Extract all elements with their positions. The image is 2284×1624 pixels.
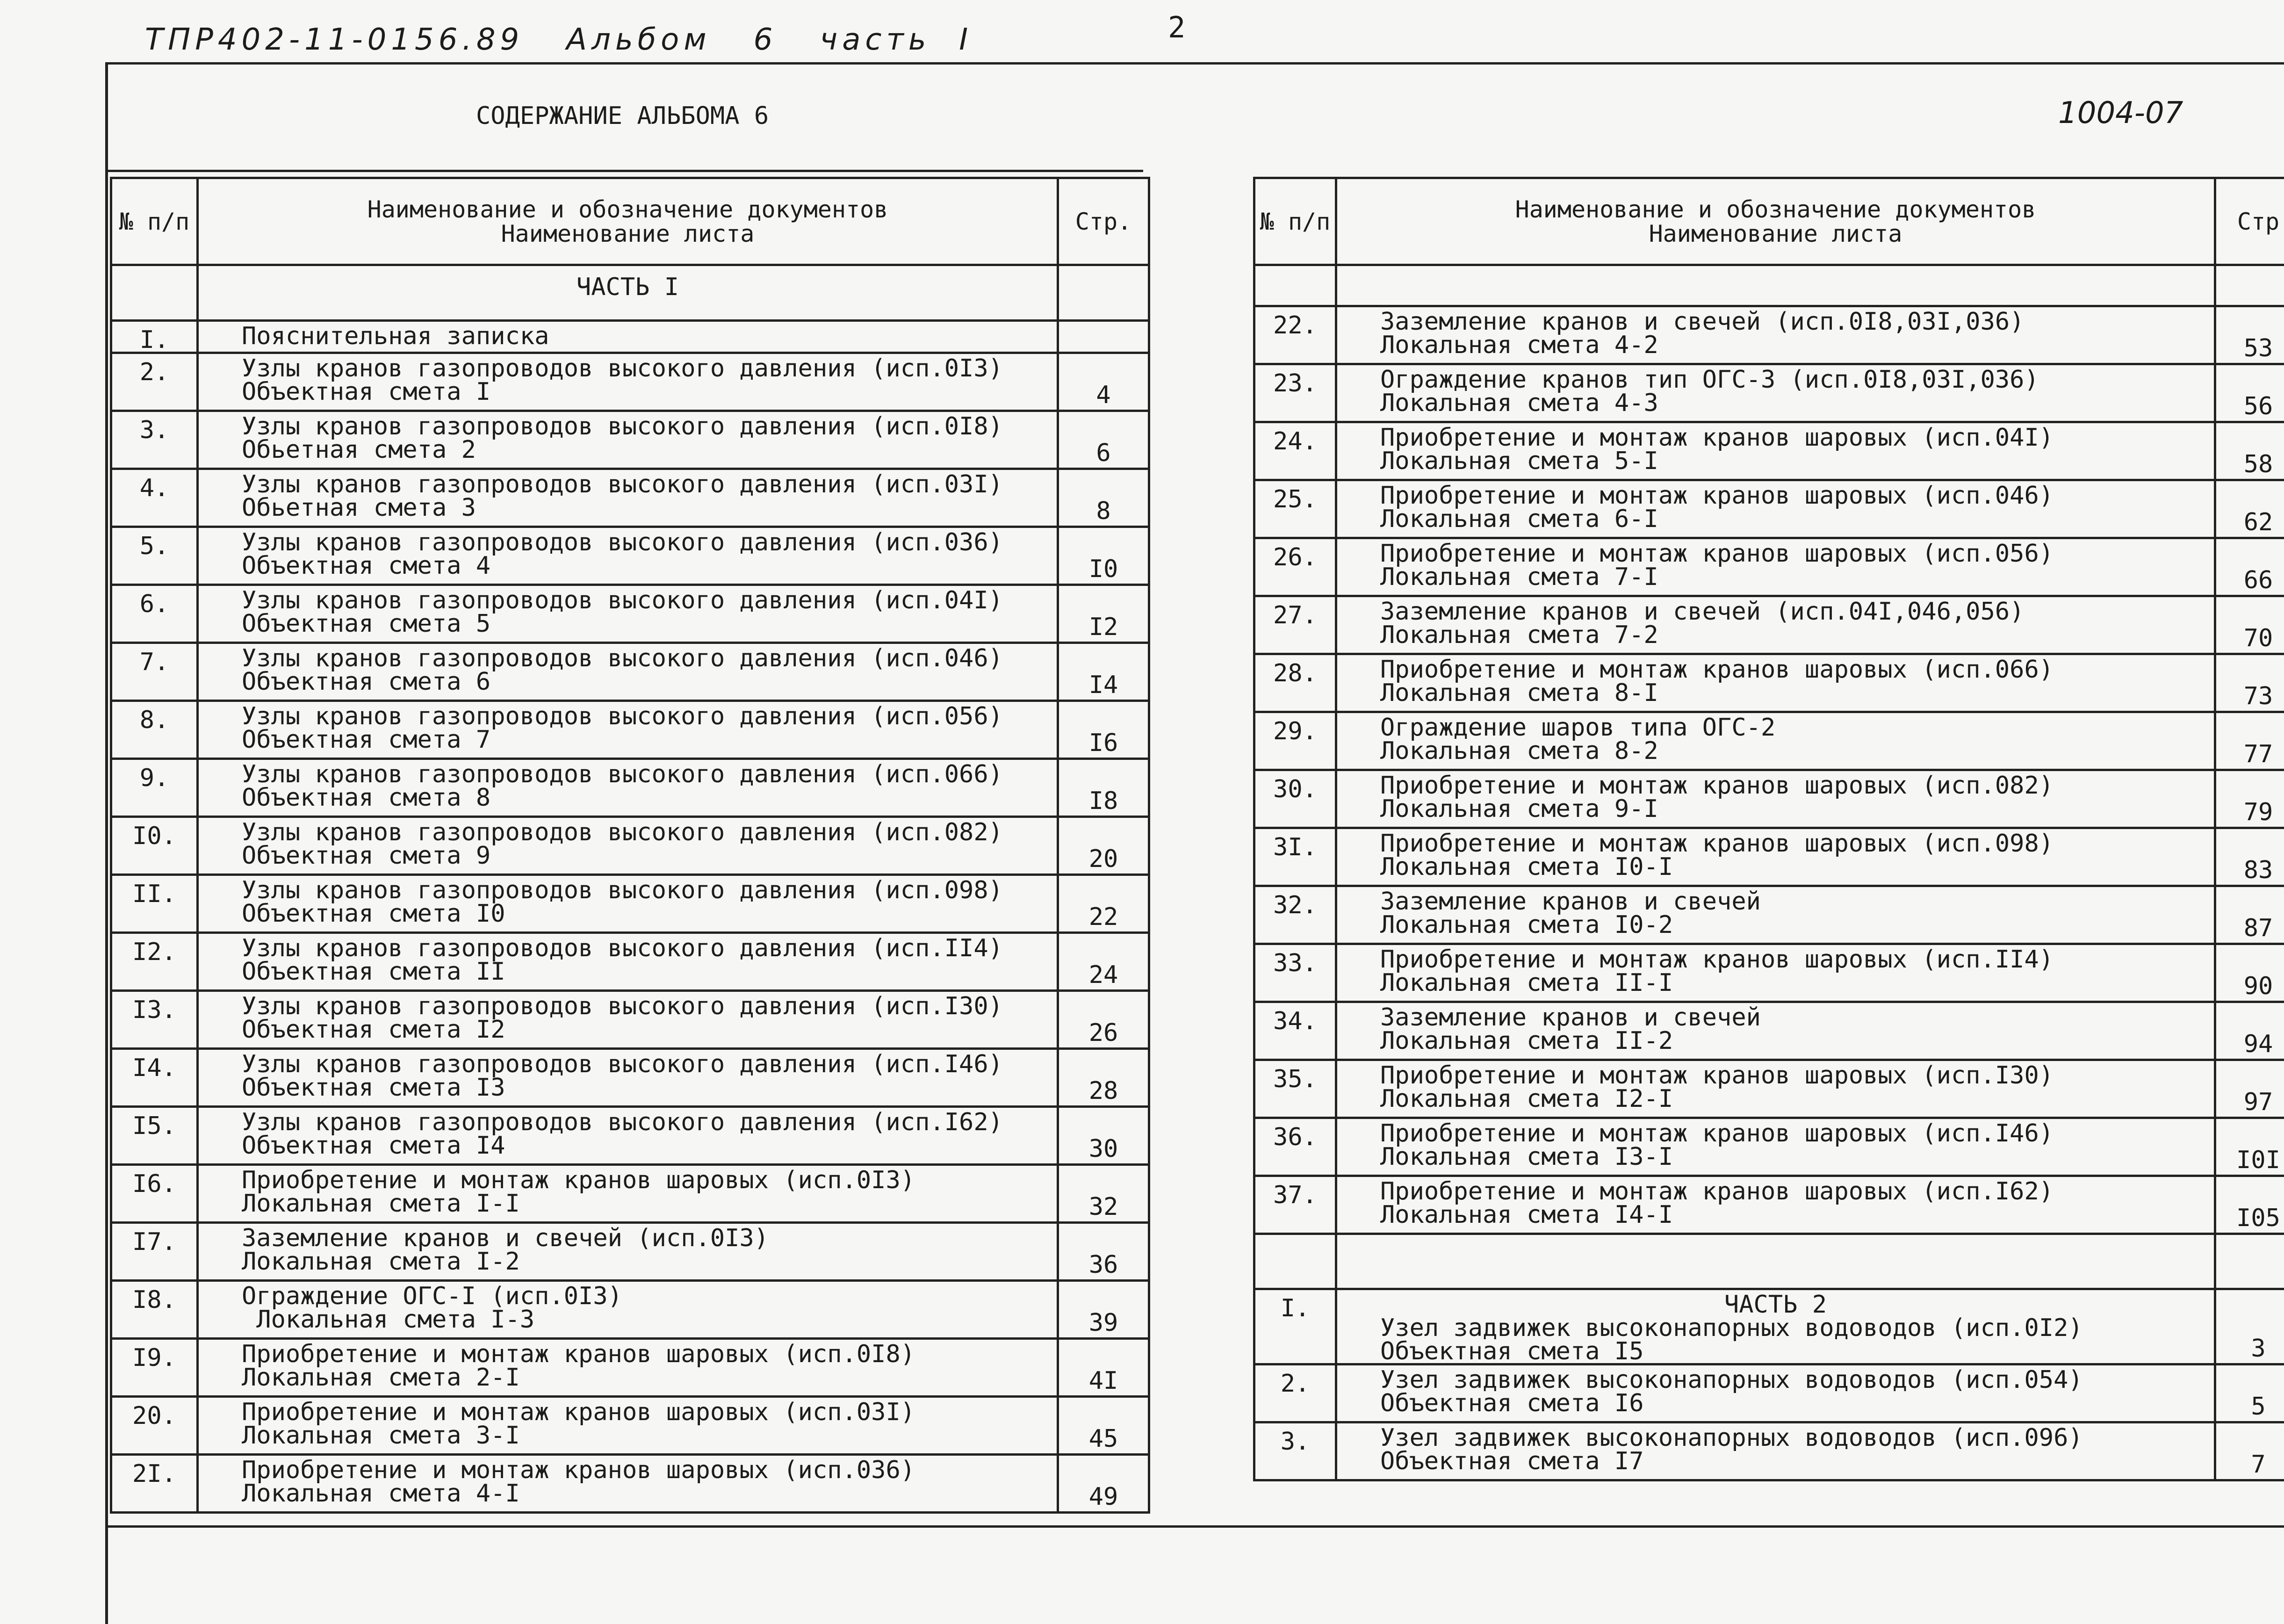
blank-cell (2215, 265, 2284, 306)
col-header-name-line1: Наименование и обозначение документов (199, 197, 1057, 222)
document-title: Приобретение и монтаж кранов шаровых (исп.036) (242, 1458, 1057, 1482)
sheet-name: Объектная смета 7 (242, 728, 1057, 751)
document-name (1336, 1364, 2215, 1422)
document-name (1336, 1289, 2215, 1364)
document-name (198, 411, 1058, 469)
sheet-name: Объектная смета 4 (242, 554, 1057, 577)
document-title: Приобретение и монтаж кранов шаровых (исп.I46) (1380, 1122, 2214, 1145)
table-row (1254, 944, 2284, 1002)
sheet-name: Локальная смета I0-2 (1380, 913, 2214, 937)
sheet-name: Объектная смета 8 (242, 786, 1057, 809)
document-title: Узлы кранов газопроводов высокого давления (исп.046) (242, 647, 1057, 670)
table-row (111, 321, 1149, 353)
toc-body-right (1254, 265, 2284, 1480)
row-number: 29. (1254, 712, 1336, 770)
row-number: 37. (1254, 1176, 1336, 1234)
row-number: 9. (111, 759, 198, 817)
page-ref: 66 (2215, 538, 2284, 596)
row-number: 33. (1254, 944, 1336, 1002)
document-stamp: ТПР402-11-0156.89 Альбом 6 часть I (145, 22, 973, 57)
document-title: Приобретение и монтаж кранов шаровых (исп.066) (1380, 658, 2214, 681)
row-number: II. (111, 875, 198, 933)
sheet-name: Локальная смета I2-I (1380, 1087, 2214, 1111)
row-number: 6. (111, 585, 198, 643)
sheet-name: Объектная смета 6 (242, 670, 1057, 693)
page-ref: 79 (2215, 770, 2284, 828)
table-row (111, 469, 1149, 527)
blank-cell (1254, 265, 1336, 306)
document-title: Приобретение и монтаж кранов шаровых (исп.I30) (1380, 1064, 2214, 1087)
page-ref: 6 (1058, 411, 1149, 469)
table-row (111, 1397, 1149, 1455)
table-row (1254, 1060, 2284, 1118)
table-row (1254, 1364, 2284, 1422)
sheet-name: Объектная смета I2 (242, 1018, 1057, 1041)
page-ref: 3 (2215, 1289, 2284, 1364)
document-name (1336, 1002, 2215, 1060)
row-number: 26. (1254, 538, 1336, 596)
page-ref: 56 (2215, 364, 2284, 422)
page-ref: 97 (2215, 1060, 2284, 1118)
blank-cell (1336, 1234, 2215, 1289)
document-name (198, 933, 1058, 991)
blank-row (1254, 265, 2284, 306)
page-ref: I2 (1058, 585, 1149, 643)
document-name (198, 1397, 1058, 1455)
table-row (111, 1281, 1149, 1339)
row-number: 8. (111, 701, 198, 759)
table-row (111, 991, 1149, 1049)
row-number: 2I. (111, 1455, 198, 1513)
document-name (198, 701, 1058, 759)
part-title: ЧАСТЬ I (198, 265, 1058, 321)
document-name (198, 759, 1058, 817)
page-ref: I0I (2215, 1118, 2284, 1176)
sheet-name: Локальная смета 4-2 (1380, 333, 2214, 357)
document-title: Приобретение и монтаж кранов шаровых (исп.03I) (242, 1400, 1057, 1424)
document-title: Приобретение и монтаж кранов шаровых (исп.056) (1380, 542, 2214, 565)
table-row (1254, 538, 2284, 596)
document-title: Узлы кранов газопроводов высокого давления (исп.03I) (242, 473, 1057, 496)
document-name (198, 643, 1058, 701)
document-title: Узел задвижек высоконапорных водоводов (исп.054) (1380, 1368, 2214, 1392)
row-number: I8. (111, 1281, 198, 1339)
page-ref: 94 (2215, 1002, 2284, 1060)
col-header-name-line2: Наименование листа (199, 222, 1057, 246)
col-header-page: Стр. (1058, 178, 1149, 265)
sheet-name: Объектная смета 9 (242, 844, 1057, 867)
row-number: 24. (1254, 422, 1336, 480)
page-ref: 70 (2215, 596, 2284, 654)
document-name (1336, 480, 2215, 538)
page-ref: I8 (1058, 759, 1149, 817)
document-title: Узел задвижек высоконапорных водоводов (исп.0I2) (1380, 1316, 2214, 1340)
table-row (111, 411, 1149, 469)
page-ref: I4 (1058, 643, 1149, 701)
table-header-row (111, 178, 1149, 265)
sheet-name: Локальная смета II-2 (1380, 1029, 2214, 1053)
document-title: Приобретение и монтаж кранов шаровых (исп.04I) (1380, 426, 2214, 449)
table-row (1254, 1002, 2284, 1060)
page-ref: 22 (1058, 875, 1149, 933)
row-number: 32. (1254, 886, 1336, 944)
sheet-name: Объектная смета I4 (242, 1134, 1057, 1157)
row-number: I4. (111, 1049, 198, 1107)
row-number: I3. (111, 991, 198, 1049)
sheet-name: Объектная смета II (242, 960, 1057, 983)
sheet-name: Локальная смета 2-I (242, 1366, 1057, 1389)
sheet-name: Объектная смета I3 (242, 1076, 1057, 1099)
table-row (111, 701, 1149, 759)
sheet-name: Объектная смета I6 (1380, 1392, 2214, 1415)
table-row (1254, 712, 2284, 770)
page-ref: I0 (1058, 527, 1149, 585)
page-ref: I6 (1058, 701, 1149, 759)
document-title: Узлы кранов газопроводов высокого давления (исп.036) (242, 531, 1057, 554)
table-row (111, 875, 1149, 933)
page-ref: 62 (2215, 480, 2284, 538)
row-number: I0. (111, 817, 198, 875)
table-row (1254, 1176, 2284, 1234)
document-name (1336, 1060, 2215, 1118)
page-ref: 24 (1058, 933, 1149, 991)
document-title: Приобретение и монтаж кранов шаровых (исп.II4) (1380, 948, 2214, 971)
document-name (198, 585, 1058, 643)
col-header-name (1336, 178, 2215, 265)
document-title: Заземление кранов и свечей (1380, 1006, 2214, 1029)
document-name (1336, 944, 2215, 1002)
document-name (198, 991, 1058, 1049)
table-row (1254, 596, 2284, 654)
sheet-name: Локальная смета 7-I (1380, 565, 2214, 589)
document-title: Узлы кранов газопроводов высокого давления (исп.II4) (242, 937, 1057, 960)
document-title: Ограждение шаров типа ОГС-2 (1380, 716, 2214, 739)
row-number: 23. (1254, 364, 1336, 422)
page-ref: 4 (1058, 353, 1149, 411)
sheet-name: Локальная смета I-3 (242, 1308, 1057, 1331)
page-ref: 45 (1058, 1397, 1149, 1455)
sheet-name: Локальная смета 5-I (1380, 449, 2214, 473)
row-number: 35. (1254, 1060, 1336, 1118)
row-number: 5. (111, 527, 198, 585)
page-ref: 36 (1058, 1223, 1149, 1281)
document-title: Приобретение и монтаж кранов шаровых (исп.046) (1380, 484, 2214, 507)
row-number: 4. (111, 469, 198, 527)
page-ref: 49 (1058, 1455, 1149, 1513)
document-name (1336, 306, 2215, 364)
col-header-name-line2: Наименование листа (1337, 222, 2214, 246)
document-title: Узлы кранов газопроводов высокого давления (исп.066) (242, 763, 1057, 786)
row-number: 2. (111, 353, 198, 411)
sheet-name: Локальная смета I4-I (1380, 1203, 2214, 1227)
blank-cell (1336, 265, 2215, 306)
document-title: Заземление кранов и свечей (исп.0I8,03I,036) (1380, 310, 2214, 333)
document-name (198, 817, 1058, 875)
row-number: 3. (1254, 1422, 1336, 1480)
sheet-name: Локальная смета II-I (1380, 971, 2214, 995)
row-number: 28. (1254, 654, 1336, 712)
album-title: СОДЕРЖАНИЕ АЛЬБОМА 6 (476, 102, 769, 130)
document-name (1336, 364, 2215, 422)
page-ref: 73 (2215, 654, 2284, 712)
document-name (198, 1107, 1058, 1165)
row-number: 27. (1254, 596, 1336, 654)
document-name (198, 1281, 1058, 1339)
page-ref (1058, 321, 1149, 353)
document-name (198, 321, 1058, 353)
table-row (1254, 828, 2284, 886)
document-title: Ограждение кранов тип ОГС-3 (исп.0I8,03I,036) (1380, 368, 2214, 391)
sheet-name: Локальная смета I0-I (1380, 855, 2214, 879)
sheet-name: Локальная смета 8-2 (1380, 739, 2214, 763)
document-name (1336, 538, 2215, 596)
page-ref: 8 (1058, 469, 1149, 527)
table-row (111, 1223, 1149, 1281)
toc-table-right (1253, 177, 2284, 1481)
sheet-name: Локальная смета 3-I (242, 1424, 1057, 1447)
table-row (1254, 1289, 2284, 1364)
table-row (1254, 480, 2284, 538)
page-ref: 30 (1058, 1107, 1149, 1165)
sheet-name: Локальная смета I3-I (1380, 1145, 2214, 1169)
table-row (111, 1455, 1149, 1513)
table-row (111, 353, 1149, 411)
sheet-name: Обьетная смета 2 (242, 438, 1057, 462)
table-row (1254, 306, 2284, 364)
table-row (1254, 422, 2284, 480)
document-title: Узлы кранов газопроводов высокого давления (исп.082) (242, 821, 1057, 844)
col-header-num: № п/п (111, 178, 198, 265)
document-title: Узлы кранов газопроводов высокого давления (исп.0I8) (242, 415, 1057, 438)
row-number: I6. (111, 1165, 198, 1223)
sheet-name: Объектная смета I0 (242, 902, 1057, 925)
document-title: Узлы кранов газопроводов высокого давления (исп.I46) (242, 1053, 1057, 1076)
bottom-frame-line (105, 1525, 2284, 1528)
table-row (111, 933, 1149, 991)
sheet-name: Объектная смета 5 (242, 612, 1057, 635)
document-name (1336, 1176, 2215, 1234)
blank-row (1254, 1234, 2284, 1289)
document-name (1336, 1118, 2215, 1176)
part-page-cell (1058, 265, 1149, 321)
table-row (111, 1339, 1149, 1397)
document-title: Пояснительная записка (242, 325, 1057, 348)
table-row (111, 817, 1149, 875)
table-row (1254, 364, 2284, 422)
document-title: Приобретение и монтаж кранов шаровых (исп.082) (1380, 774, 2214, 797)
row-number: 20. (111, 1397, 198, 1455)
document-name (198, 1165, 1058, 1223)
document-title: Приобретение и монтаж кранов шаровых (исп.0I8) (242, 1343, 1057, 1366)
document-title: Узлы кранов газопроводов высокого давления (исп.I62) (242, 1111, 1057, 1134)
page-ref: 90 (2215, 944, 2284, 1002)
page-ref: 58 (2215, 422, 2284, 480)
page-ref: 77 (2215, 712, 2284, 770)
table-row (111, 527, 1149, 585)
table-row (111, 643, 1149, 701)
sheet-name: Локальная смета I-2 (242, 1250, 1057, 1273)
table-row (111, 759, 1149, 817)
table-row (1254, 1422, 2284, 1480)
row-number: 3I. (1254, 828, 1336, 886)
sheet-name: Объектная смета I (242, 380, 1057, 404)
row-number: I7. (111, 1223, 198, 1281)
row-number: I2. (111, 933, 198, 991)
document-name (198, 469, 1058, 527)
page-ref: 4I (1058, 1339, 1149, 1397)
part-title: ЧАСТЬ 2 (1337, 1293, 2214, 1316)
document-name (1336, 886, 2215, 944)
sheet-name: Локальная смета 9-I (1380, 797, 2214, 821)
table-row (1254, 654, 2284, 712)
page-number: 2 (1168, 10, 1185, 44)
page-ref: 83 (2215, 828, 2284, 886)
page-ref: 28 (1058, 1049, 1149, 1107)
row-number: 2. (1254, 1364, 1336, 1422)
row-number: 36. (1254, 1118, 1336, 1176)
row-number: I. (111, 321, 198, 353)
part-row (111, 265, 1149, 321)
col-header-name-line1: Наименование и обозначение документов (1337, 197, 2214, 222)
sheet-name: Объектная смета I7 (1380, 1450, 2214, 1473)
row-number: 3. (111, 411, 198, 469)
col-header-num: № п/п (1254, 178, 1336, 265)
sheet-name: Обьетная смета 3 (242, 496, 1057, 520)
table-header-row (1254, 178, 2284, 265)
document-name (198, 1223, 1058, 1281)
part-num-cell (111, 265, 198, 321)
document-title: Узлы кранов газопроводов высокого давления (исп.I30) (242, 995, 1057, 1018)
document-title: Узлы кранов газопроводов высокого давления (исп.056) (242, 705, 1057, 728)
row-number: 7. (111, 643, 198, 701)
sheet-name: Локальная смета I-I (242, 1192, 1057, 1215)
page-ref: 87 (2215, 886, 2284, 944)
document-title: Узел задвижек высоконапорных водоводов (исп.096) (1380, 1426, 2214, 1450)
document-title: Узлы кранов газопроводов высокого давления (исп.04I) (242, 589, 1057, 612)
sheet-name: Локальная смета 7-2 (1380, 623, 2214, 647)
document-title: Заземление кранов и свечей (исп.0I3) (242, 1227, 1057, 1250)
table-row (111, 585, 1149, 643)
col-header-name (198, 178, 1058, 265)
document-name (198, 1455, 1058, 1513)
document-name (1336, 596, 2215, 654)
document-name (198, 527, 1058, 585)
document-name (1336, 654, 2215, 712)
table-row (111, 1107, 1149, 1165)
table-row (1254, 1118, 2284, 1176)
table-row (1254, 886, 2284, 944)
sheet-name: Локальная смета 4-3 (1380, 391, 2214, 415)
document-name (198, 1049, 1058, 1107)
title-separator (105, 170, 1143, 172)
row-number: 30. (1254, 770, 1336, 828)
blank-cell (1254, 1234, 1336, 1289)
sheet-code: 1004-07 (2058, 96, 2183, 130)
document-title: Заземление кранов и свечей (1380, 890, 2214, 913)
row-number: 22. (1254, 306, 1336, 364)
document-name (1336, 828, 2215, 886)
row-number: I9. (111, 1339, 198, 1397)
page-ref: 39 (1058, 1281, 1149, 1339)
document-name (198, 875, 1058, 933)
row-number: 25. (1254, 480, 1336, 538)
document-title: Заземление кранов и свечей (исп.04I,046,056) (1380, 600, 2214, 623)
page-ref: 7 (2215, 1422, 2284, 1480)
page-ref: 32 (1058, 1165, 1149, 1223)
document-title: Приобретение и монтаж кранов шаровых (исп.I62) (1380, 1180, 2214, 1203)
row-number: I5. (111, 1107, 198, 1165)
sheet-name: Локальная смета 6-I (1380, 507, 2214, 531)
document-name (198, 1339, 1058, 1397)
page-ref: 53 (2215, 306, 2284, 364)
col-header-page: Стр (2215, 178, 2284, 265)
row-number: 34. (1254, 1002, 1336, 1060)
document-title: Приобретение и монтаж кранов шаровых (исп.0I3) (242, 1169, 1057, 1192)
blank-cell (2215, 1234, 2284, 1289)
document-name (198, 353, 1058, 411)
table-row (111, 1049, 1149, 1107)
document-name (1336, 1422, 2215, 1480)
table-row (1254, 770, 2284, 828)
document-title: Узлы кранов газопроводов высокого давления (исп.098) (242, 879, 1057, 902)
page-ref: I05 (2215, 1176, 2284, 1234)
document-name (1336, 712, 2215, 770)
toc-body-left (111, 265, 1149, 1513)
sheet-name: Локальная смета 4-I (242, 1482, 1057, 1505)
sheet-name: Объектная смета I5 (1380, 1340, 2214, 1363)
table-row (111, 1165, 1149, 1223)
page-ref: 20 (1058, 817, 1149, 875)
toc-table-left (110, 177, 1150, 1514)
row-number: I. (1254, 1289, 1336, 1364)
document-title: Узлы кранов газопроводов высокого давления (исп.0I3) (242, 357, 1057, 380)
document-name (1336, 770, 2215, 828)
page-ref: 5 (2215, 1364, 2284, 1422)
sheet-name: Локальная смета 8-I (1380, 681, 2214, 705)
document-title: Ограждение ОГС-I (исп.0I3) (242, 1285, 1057, 1308)
document-name (1336, 422, 2215, 480)
page-ref: 26 (1058, 991, 1149, 1049)
document-title: Приобретение и монтаж кранов шаровых (исп.098) (1380, 832, 2214, 855)
